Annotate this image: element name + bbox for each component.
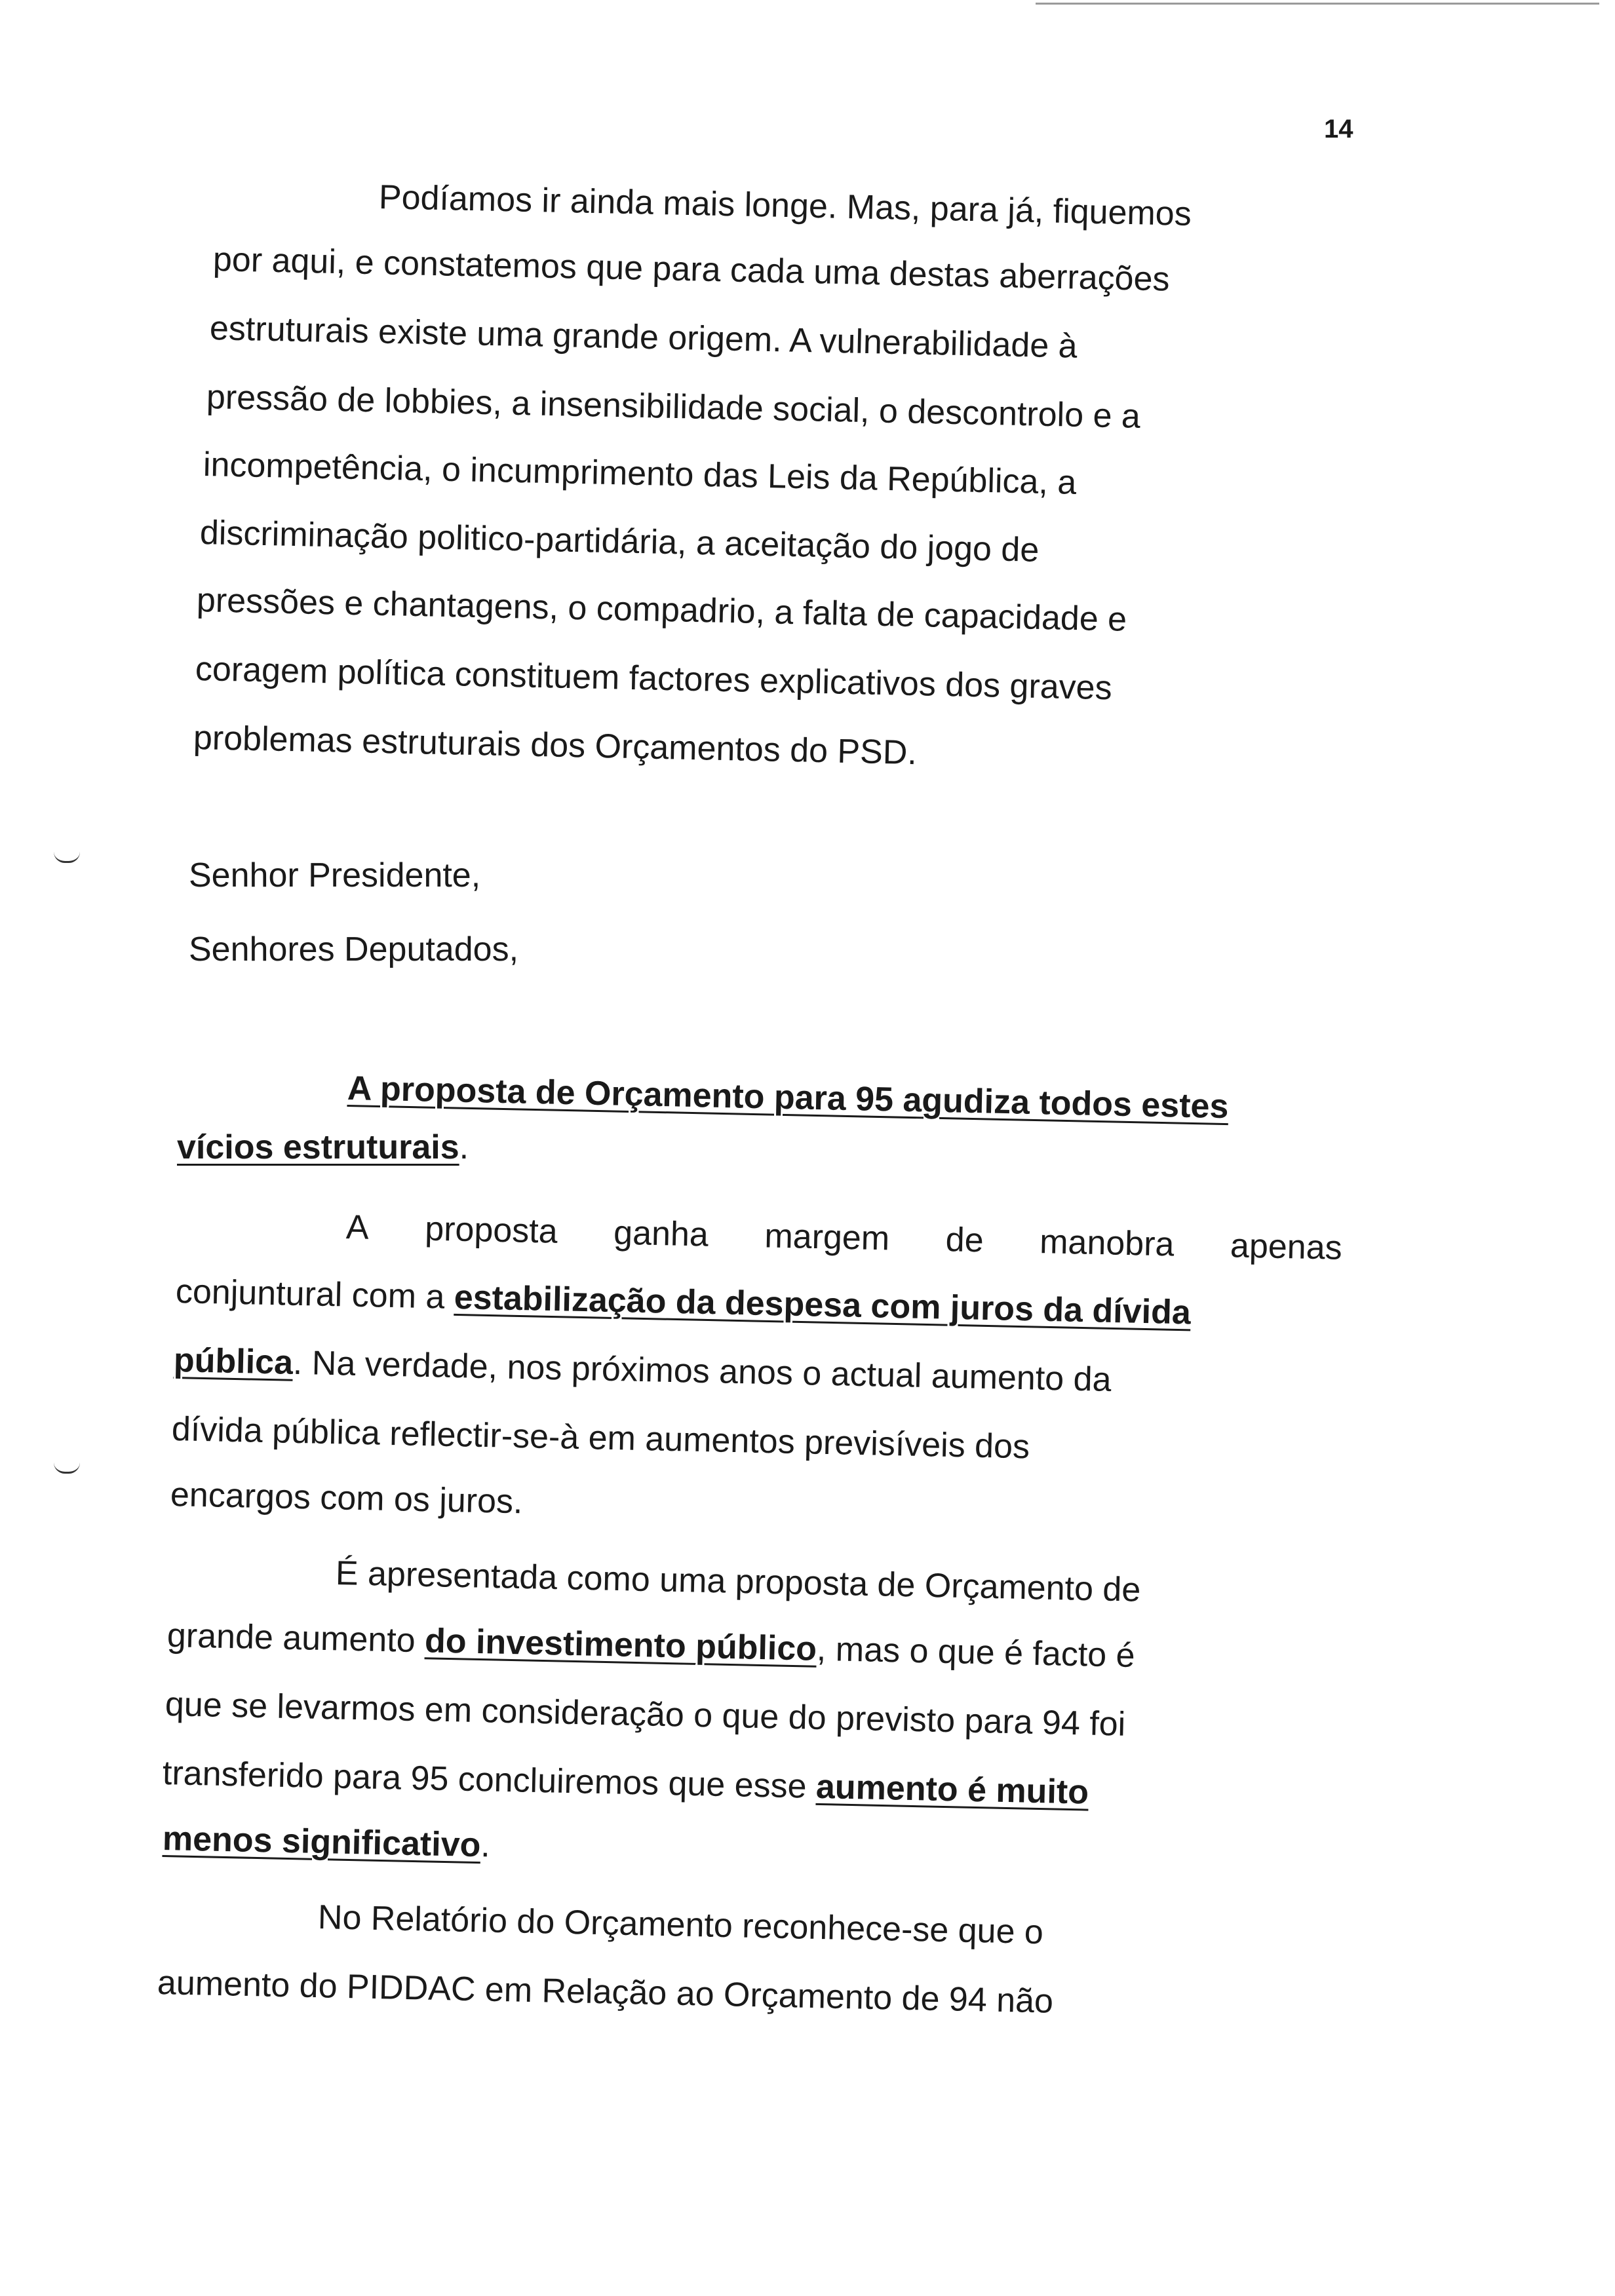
paragraph-4-line-2-start: grande aumento [166, 1617, 425, 1660]
paragraph-4-line-2 [166, 1615, 1135, 1676]
paragraph-4-line-4-start: transferido para 95 concluiremos que esse [162, 1754, 817, 1806]
paragraph-1-line-1: Podíamos ir ainda mais longe. Mas, para já, fiquemos [378, 178, 1192, 233]
paragraph-4-line-5 [162, 1818, 490, 1866]
word: margem [764, 1217, 890, 1258]
paragraph-2-line-2 [177, 1127, 469, 1168]
paragraph-1-line-9: problemas estruturais dos Orçamentos do PSD. [193, 719, 918, 773]
word: de [945, 1221, 984, 1260]
paragraph-1-line-8: coragem política constituem factores explicativos dos graves [195, 650, 1113, 708]
paragraph-5-line-1: No Relatório do Orçamento reconhece-se que o [317, 1898, 1044, 1952]
paragraph-1-line-5: incompetência, o incumprimento das Leis da República, a [203, 446, 1077, 502]
word: A [345, 1208, 370, 1247]
word: proposta [424, 1210, 558, 1251]
paragraph-1-line-4: pressão de lobbies, a insensibilidade social, o descontrolo e a [206, 378, 1141, 436]
paragraph-3-emphasis-interest: estabilização da despesa com juros da dívida [454, 1278, 1192, 1332]
margin-mark-upper [54, 852, 80, 863]
paragraph-3-line-5: encargos com os juros. [170, 1476, 524, 1521]
paragraph-4-period: . [480, 1826, 491, 1865]
paragraph-4-line-2-rest: , mas o que é facto é [816, 1630, 1136, 1675]
paragraph-3-line-3-rest: . Na verdade, nos próximos anos o actual aumento da [292, 1343, 1112, 1399]
paragraph-4-line-3: que se levarmos em consideração o que do previsto para 94 foi [165, 1685, 1126, 1744]
paragraph-1-line-2: por aqui, e constatemos que para cada uma destas aberrações [212, 240, 1171, 299]
paragraph-1-line-7: pressões e chantagens, o compadrio, a falta de capacidade e [196, 581, 1127, 639]
paragraph-4-line-4 [162, 1753, 1089, 1813]
paragraph-3-line-3 [173, 1340, 1112, 1400]
paragraph-2-line-1: A proposta de Orçamento para 95 agudiza todos estes [347, 1069, 1229, 1126]
paragraph-2-emphasis: vícios estruturais [177, 1128, 459, 1166]
word: ganha [613, 1214, 709, 1254]
salutation-deputies: Senhores Deputados, [189, 930, 519, 968]
paragraph-4-emphasis-significant: menos significativo [162, 1820, 481, 1865]
paragraph-3-emphasis-public: pública [173, 1341, 294, 1382]
paragraph-3-line-1 [345, 1207, 1342, 1269]
paragraph-3-line-2-start: conjuntural com a [175, 1272, 455, 1316]
word: apenas [1230, 1227, 1343, 1267]
page-number: 14 [1324, 115, 1353, 144]
salutation-president: Senhor Presidente, [189, 856, 481, 894]
word: manobra [1039, 1223, 1175, 1264]
scan-edge-line [1036, 3, 1599, 5]
paragraph-3-line-2 [175, 1271, 1191, 1333]
paragraph-4-line-1: É apresentada como uma proposta de Orçamento de [335, 1554, 1141, 1609]
paragraph-4-emphasis-increase: aumento é muito [815, 1767, 1089, 1812]
paragraph-5-line-2: aumento do PIDDAC em Relação ao Orçamento de 94 não [157, 1964, 1054, 2021]
paragraph-3-line-4: dívida pública reflectir-se-à em aumentos previsíveis dos [171, 1410, 1030, 1466]
paragraph-2-period: . [459, 1128, 469, 1166]
paragraph-4-emphasis-investment: do investimento público [424, 1622, 817, 1668]
paragraph-1-line-3: estruturais existe uma grande origem. A vulnerabilidade à [209, 309, 1078, 366]
margin-mark-lower [54, 1463, 80, 1474]
paragraph-1-line-6: discriminação politico-partidária, a aceitação do jogo de [199, 514, 1040, 569]
